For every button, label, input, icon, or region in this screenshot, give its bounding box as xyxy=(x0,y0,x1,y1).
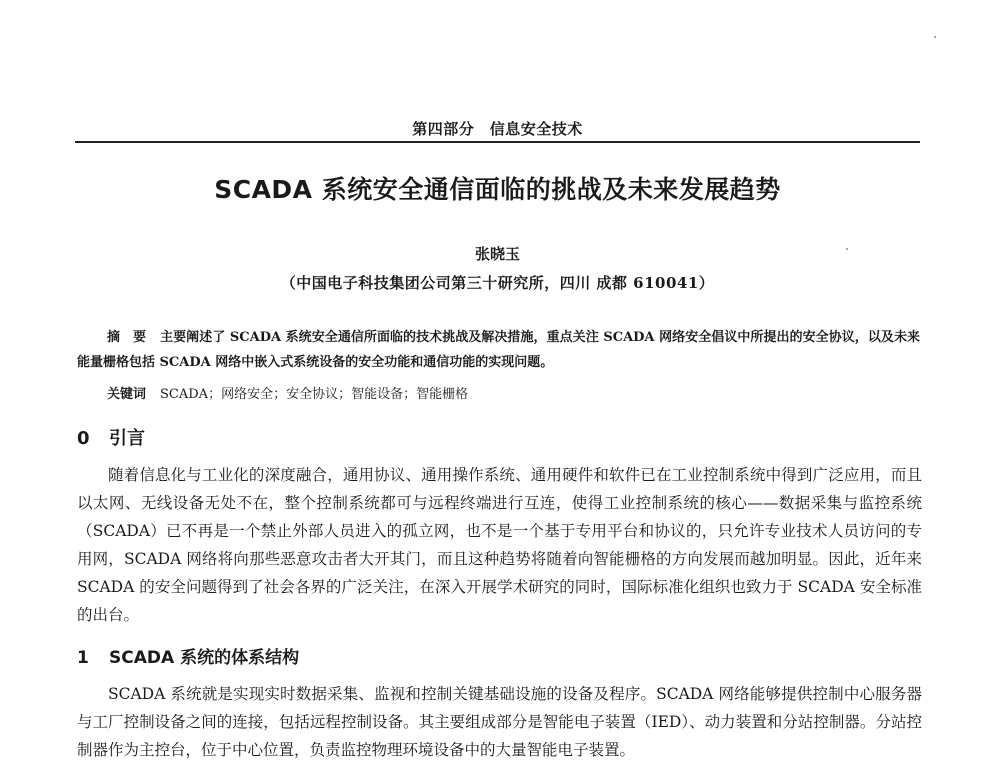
author: 张晓玉 xyxy=(474,245,520,263)
section-heading-introduction xyxy=(77,424,920,450)
section-number: 0 xyxy=(77,428,90,449)
scan-speck xyxy=(846,248,848,250)
keywords xyxy=(107,382,920,407)
abstract-label: 摘 要 xyxy=(107,330,147,345)
affiliation: （中国电子科技集团公司第三十研究所，四川 成都 610041） xyxy=(280,274,715,292)
running-head: 第四部分 信息安全技术 xyxy=(412,120,583,138)
header-rule xyxy=(75,141,920,143)
section-title: SCADA 系统的体系结构 xyxy=(109,648,300,668)
section-heading-architecture xyxy=(77,643,920,668)
abstract xyxy=(77,325,920,375)
paper-title: SCADA 系统安全通信面临的挑战及未来发展趋势 xyxy=(214,175,781,204)
keywords-label: 关键词 xyxy=(107,387,147,402)
keywords-text: SCADA；网络安全；安全协议；智能设备；智能栅格 xyxy=(160,387,469,402)
scan-speck xyxy=(934,36,936,38)
section-number: 1 xyxy=(77,648,89,668)
section-paragraph-architecture: SCADA 系统就是实现实时数据采集、监视和控制关键基础设施的设备及程序。SCADA 网络能够提供控制中心服务器与工厂控制设备之间的连接，包括远程控制设备。其主要组成部分是智能电子装置（IED）、动力装置和分站控制器。分站控制器作为主控台，位于中心位置，负责监控物理环境设备中的大量智能电子装置。 xyxy=(77,685,922,759)
section-paragraph-introduction: 随着信息化与工业化的深度融合，通用协议、通用操作系统、通用硬件和软件已在工业控制系统中得到广泛应用，而且以太网、无线设备无处不在，整个控制系统都可与远程终端进行互连，使得工业控制系统的核心——数据采集与监控系统（SCADA）已不再是一个禁止外部人员进入的孤立网，也不是一个基于专用平台和协议的，只允许专业技术人员访问的专用网，SCADA 网络将向那些恶意攻击者大开其门，而且这种趋势将随着向智能栅格的方向发展而越加明显。因此，近年来 SCADA 的安全问题得到了社会各界的广泛关注，在深入开展学术研究的同时，国际标准化组织也致力于 SCADA 安全标准的出台。 xyxy=(77,466,922,624)
abstract-text: 主要阐述了 SCADA 系统安全通信所面临的技术挑战及解决措施，重点关注 SCADA 网络安全倡议中所提出的安全协议，以及未来能量栅格包括 SCADA 网络中嵌入式系统设备的安全功能和通信功能的实现问题。 xyxy=(77,330,920,370)
section-title: 引言 xyxy=(109,428,145,449)
